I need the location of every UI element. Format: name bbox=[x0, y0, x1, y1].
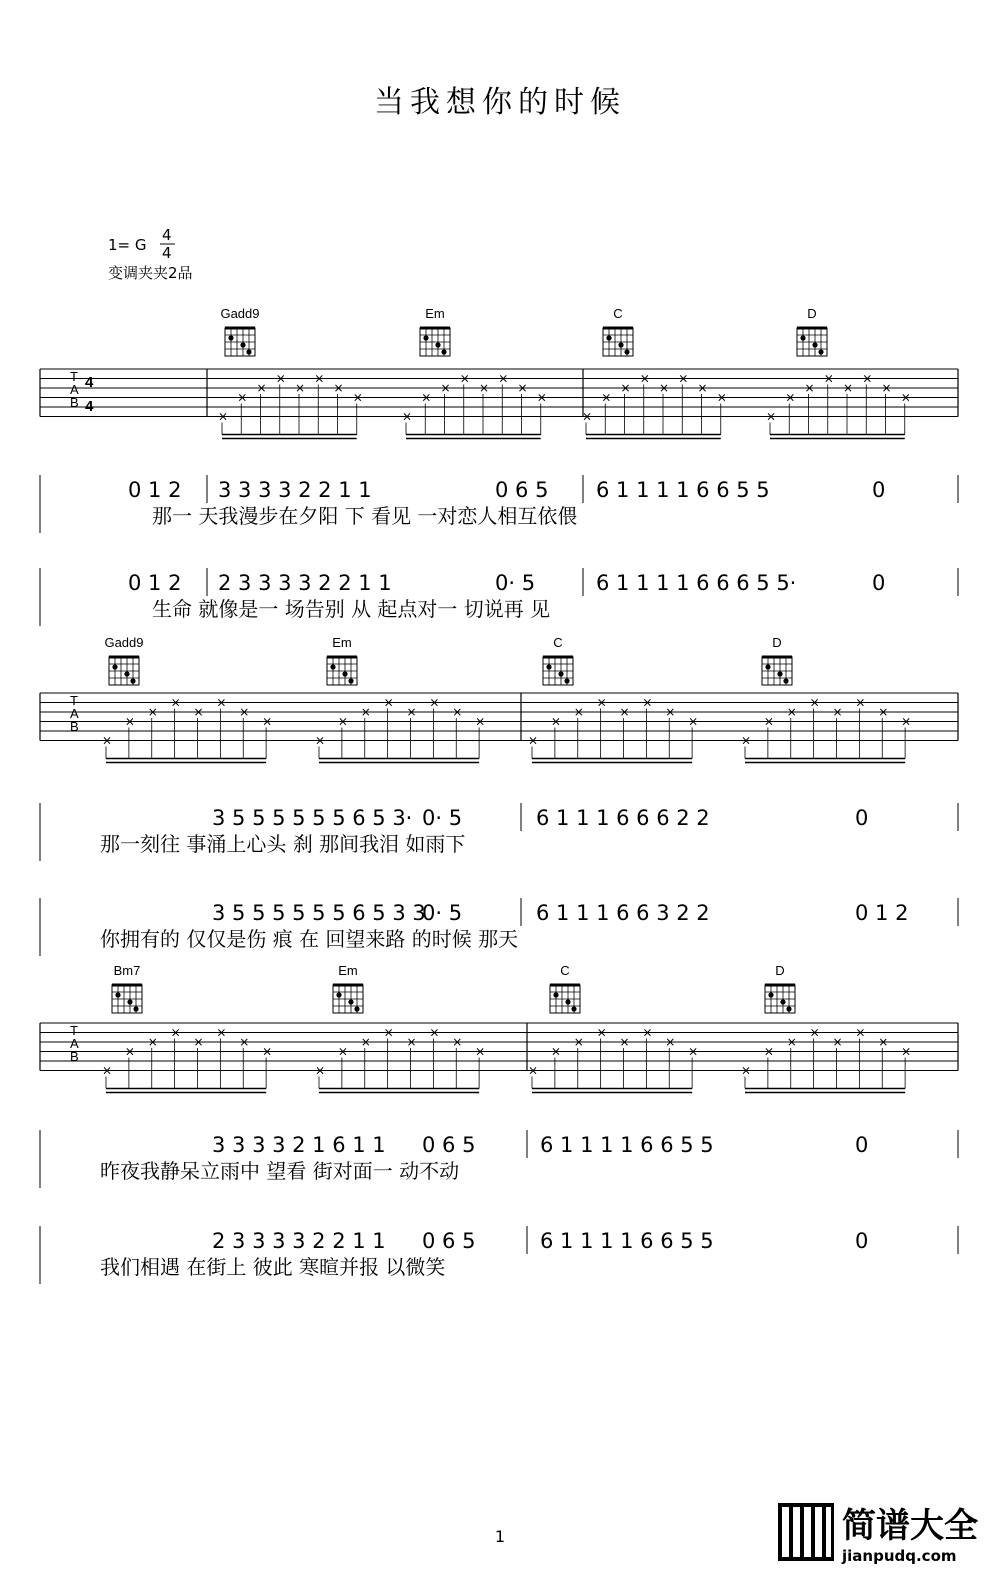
tab-note-mark: × bbox=[315, 1063, 326, 1078]
tab-note-mark: × bbox=[804, 381, 815, 395]
tab-note-mark: × bbox=[440, 381, 451, 395]
jianpu-group: 6 1 1 1 6 6 3 2 2 bbox=[536, 901, 710, 925]
chord-finger-dot bbox=[546, 664, 551, 669]
tab-note-mark: × bbox=[582, 409, 593, 424]
chord-finger-dot bbox=[133, 1006, 138, 1011]
jianpu-group: 0 6 5 bbox=[495, 478, 549, 502]
tab-note-mark: × bbox=[843, 381, 854, 395]
tab-note-mark: × bbox=[601, 390, 612, 405]
jianpu-group: 0· 5 bbox=[495, 571, 536, 595]
tab-note-mark: × bbox=[337, 714, 348, 729]
tab-note-mark: × bbox=[881, 381, 892, 395]
site-logo bbox=[778, 1503, 978, 1565]
chord-name: Gadd9 bbox=[220, 306, 260, 321]
chord-name: D bbox=[772, 635, 782, 650]
tab-note-mark: × bbox=[688, 1044, 699, 1059]
tab-note-mark: × bbox=[741, 733, 752, 748]
jianpu-group: 0 6 5 bbox=[422, 1133, 476, 1157]
tab-note-mark: × bbox=[402, 409, 413, 424]
tab-note-mark: × bbox=[786, 705, 797, 719]
jianpu-group: 6 1 1 1 1 6 6 5 5 bbox=[540, 1133, 714, 1157]
tab-note-mark: × bbox=[352, 390, 363, 405]
tab-note-mark: × bbox=[785, 390, 796, 405]
tab-note-mark: × bbox=[832, 705, 843, 719]
tab-note-mark: × bbox=[406, 705, 417, 719]
tab-note-mark: × bbox=[536, 390, 547, 405]
chord-diagram-em bbox=[327, 635, 357, 685]
tab-clef-letter: T bbox=[70, 1023, 78, 1038]
tab-note-mark: × bbox=[716, 390, 727, 405]
chord-finger-dot bbox=[777, 671, 782, 676]
chord-name: Em bbox=[338, 963, 358, 978]
tab-note-mark: × bbox=[639, 371, 650, 386]
tab-note-mark: × bbox=[383, 1025, 394, 1040]
time-signature-bottom: 4 bbox=[162, 244, 172, 262]
chord-finger-dot bbox=[246, 349, 251, 354]
tab-note-mark: × bbox=[517, 381, 528, 395]
tab-note-mark: × bbox=[170, 695, 181, 710]
jianpu-group: 3 3 3 3 2 1 6 1 1 bbox=[212, 1133, 386, 1157]
jianpu-group: 3 5 5 5 5 5 5 6 5 3 3 bbox=[212, 901, 426, 925]
tab-note-mark: × bbox=[102, 1063, 113, 1078]
lyric-line: 那一 天我漫步在夕阳 下 看见 一对恋人相互依偎 bbox=[152, 504, 578, 528]
chord-finger-dot bbox=[553, 992, 558, 997]
chord-finger-dot bbox=[786, 1006, 791, 1011]
chord-name: Gadd9 bbox=[104, 635, 144, 650]
chord-name: Bm7 bbox=[113, 963, 141, 978]
chord-name: Em bbox=[425, 306, 445, 321]
chord-finger-dot bbox=[565, 999, 570, 1004]
tab-note-mark: × bbox=[360, 1035, 371, 1049]
tab-time-bottom: 4 bbox=[85, 398, 94, 415]
lyric-line: 你拥有的 仅仅是伤 痕 在 回望来路 的时候 那天 bbox=[100, 927, 519, 951]
chord-finger-dot bbox=[115, 992, 120, 997]
tab-note-mark: × bbox=[573, 705, 584, 719]
tab-clef-letter: A bbox=[70, 382, 79, 397]
tab-note-mark: × bbox=[855, 1025, 866, 1040]
tab-note-mark: × bbox=[429, 695, 440, 710]
tab-note-mark: × bbox=[452, 705, 463, 719]
tab-note-mark: × bbox=[809, 1025, 820, 1040]
tab-note-mark: × bbox=[596, 695, 607, 710]
tab-note-mark: × bbox=[459, 371, 470, 386]
tab-note-mark: × bbox=[475, 1044, 486, 1059]
tab-note-mark: × bbox=[262, 1044, 273, 1059]
jianpu-group: 0 bbox=[872, 478, 886, 502]
chord-finger-dot bbox=[571, 1006, 576, 1011]
tab-note-mark: × bbox=[147, 705, 158, 719]
jianpu-group: 3 5 5 5 5 5 5 6 5 3· bbox=[212, 806, 413, 830]
tab-note-mark: × bbox=[823, 371, 834, 386]
tab-note-mark: × bbox=[901, 714, 912, 729]
tab-note-mark: × bbox=[900, 390, 911, 405]
chord-diagram-c bbox=[543, 635, 573, 685]
logo-url: jianpudq.com bbox=[842, 1547, 957, 1565]
tab-note-mark: × bbox=[619, 705, 630, 719]
lyric-line: 那一刻往 事涌上心头 刹 那间我泪 如雨下 bbox=[100, 832, 466, 856]
jianpu-group: 0 bbox=[855, 806, 869, 830]
jianpu-group: 6 1 1 1 1 6 6 6 5 5· bbox=[596, 571, 797, 595]
tab-note-mark: × bbox=[741, 1063, 752, 1078]
tab-note-mark: × bbox=[147, 1035, 158, 1049]
chord-diagram-em bbox=[420, 306, 450, 356]
tab-note-mark: × bbox=[216, 1025, 227, 1040]
tab-note-mark: × bbox=[421, 390, 432, 405]
tab-note-mark: × bbox=[573, 1035, 584, 1049]
tab-note-mark: × bbox=[102, 733, 113, 748]
jianpu-pickup: 0 1 2 bbox=[128, 478, 182, 502]
tab-note-mark: × bbox=[237, 390, 248, 405]
jianpu-group: 0· 5 bbox=[422, 901, 463, 925]
tab-time-top: 4 bbox=[85, 374, 94, 391]
chord-diagram-bm7 bbox=[112, 963, 142, 1013]
chord-finger-dot bbox=[336, 992, 341, 997]
tab-note-mark: × bbox=[239, 1035, 250, 1049]
jianpu-group: 0 bbox=[855, 1133, 869, 1157]
tab-note-mark: × bbox=[665, 1035, 676, 1049]
tab-note-mark: × bbox=[295, 381, 306, 395]
chord-name: C bbox=[553, 635, 563, 650]
tab-note-mark: × bbox=[809, 695, 820, 710]
tab-note-mark: × bbox=[429, 1025, 440, 1040]
jianpu-group: 2 3 3 3 3 2 2 1 1 bbox=[218, 571, 392, 595]
tab-clef-letter: T bbox=[70, 369, 78, 384]
chord-finger-dot bbox=[240, 342, 245, 347]
tab-note-mark: × bbox=[124, 714, 135, 729]
jianpu-group: 0 6 5 bbox=[422, 1229, 476, 1253]
chord-name: Em bbox=[332, 635, 352, 650]
jianpu-group: 6 1 1 1 1 6 6 5 5 bbox=[540, 1229, 714, 1253]
tab-note-mark: × bbox=[642, 1025, 653, 1040]
tab-note-mark: × bbox=[216, 695, 227, 710]
tab-note-mark: × bbox=[383, 695, 394, 710]
chord-finger-dot bbox=[441, 349, 446, 354]
tab-clef-letter: A bbox=[70, 706, 79, 721]
chord-finger-dot bbox=[780, 999, 785, 1004]
tab-clef-letter: B bbox=[70, 395, 79, 410]
chord-finger-dot bbox=[564, 678, 569, 683]
chord-finger-dot bbox=[800, 335, 805, 340]
lyric-line: 我们相遇 在街上 彼此 寒暄并报 以微笑 bbox=[100, 1255, 446, 1279]
tab-note-mark: × bbox=[763, 714, 774, 729]
chord-diagram-c bbox=[603, 306, 633, 356]
song-title: 当我想你的时候 bbox=[374, 85, 626, 120]
chord-diagram-d bbox=[797, 306, 827, 356]
tab-note-mark: × bbox=[620, 381, 631, 395]
tab-note-mark: × bbox=[878, 705, 889, 719]
system-2 bbox=[40, 635, 958, 956]
jianpu-group: 0 bbox=[855, 1229, 869, 1253]
chord-finger-dot bbox=[127, 999, 132, 1004]
jianpu-group: 3 3 3 3 2 2 1 1 bbox=[218, 478, 372, 502]
system-3 bbox=[40, 963, 958, 1284]
tab-clef-letter: A bbox=[70, 1036, 79, 1051]
tab-note-mark: × bbox=[275, 371, 286, 386]
jianpu-group: 2 3 3 3 3 2 2 1 1 bbox=[212, 1229, 386, 1253]
systems-container bbox=[40, 306, 958, 1284]
chord-finger-dot bbox=[618, 342, 623, 347]
tab-note-mark: × bbox=[596, 1025, 607, 1040]
chord-finger-dot bbox=[624, 349, 629, 354]
jianpu-pickup: 0 1 2 bbox=[128, 571, 182, 595]
chord-finger-dot bbox=[330, 664, 335, 669]
tab-note-mark: × bbox=[406, 1035, 417, 1049]
chord-finger-dot bbox=[342, 671, 347, 676]
tab-note-mark: × bbox=[124, 1044, 135, 1059]
tab-note-mark: × bbox=[678, 371, 689, 386]
tab-note-mark: × bbox=[170, 1025, 181, 1040]
chord-finger-dot bbox=[558, 671, 563, 676]
capo-note: 变调夹夹2品 bbox=[108, 264, 193, 282]
chord-finger-dot bbox=[765, 664, 770, 669]
tab-note-mark: × bbox=[528, 733, 539, 748]
chord-diagram-d bbox=[765, 963, 795, 1013]
chord-finger-dot bbox=[423, 335, 428, 340]
tab-note-mark: × bbox=[659, 381, 670, 395]
jianpu-group: 0 1 2 bbox=[855, 901, 909, 925]
tab-note-mark: × bbox=[665, 705, 676, 719]
chord-finger-dot bbox=[812, 342, 817, 347]
tab-note-mark: × bbox=[901, 1044, 912, 1059]
chord-finger-dot bbox=[130, 678, 135, 683]
tab-note-mark: × bbox=[315, 733, 326, 748]
tab-clef-letter: B bbox=[70, 1049, 79, 1064]
tab-note-mark: × bbox=[193, 1035, 204, 1049]
tab-note-mark: × bbox=[193, 705, 204, 719]
jianpu-group: 0 bbox=[872, 571, 886, 595]
chord-finger-dot bbox=[354, 1006, 359, 1011]
chord-finger-dot bbox=[768, 992, 773, 997]
tab-note-mark: × bbox=[550, 1044, 561, 1059]
tab-note-mark: × bbox=[855, 695, 866, 710]
tab-note-mark: × bbox=[360, 705, 371, 719]
chord-name: C bbox=[613, 306, 623, 321]
tab-note-mark: × bbox=[786, 1035, 797, 1049]
time-signature-top: 4 bbox=[162, 226, 172, 244]
piano-keys-icon bbox=[778, 1503, 834, 1561]
tab-note-mark: × bbox=[766, 409, 777, 424]
tab-note-mark: × bbox=[498, 371, 509, 386]
logo-name: 简谱大全 bbox=[842, 1506, 978, 1546]
chord-finger-dot bbox=[348, 678, 353, 683]
jianpu-group: 6 1 1 1 1 6 6 5 5 bbox=[596, 478, 770, 502]
lyric-line: 生命 就像是一 场告别 从 起点对一 切说再 见 bbox=[152, 597, 551, 621]
tab-note-mark: × bbox=[479, 381, 490, 395]
tab-note-mark: × bbox=[550, 714, 561, 729]
lyric-line: 昨夜我静呆立雨中 望看 街对面一 动不动 bbox=[100, 1159, 460, 1183]
chord-diagram-gadd9 bbox=[220, 306, 259, 356]
tab-note-mark: × bbox=[239, 705, 250, 719]
chord-name: C bbox=[560, 963, 570, 978]
tab-note-mark: × bbox=[642, 695, 653, 710]
system-1 bbox=[40, 306, 958, 626]
jianpu-group: 6 1 1 1 6 6 6 2 2 bbox=[536, 806, 710, 830]
chord-finger-dot bbox=[348, 999, 353, 1004]
chord-finger-dot bbox=[818, 349, 823, 354]
chord-finger-dot bbox=[228, 335, 233, 340]
jianpu-group: 0· 5 bbox=[422, 806, 463, 830]
tab-note-mark: × bbox=[256, 381, 267, 395]
tab-note-mark: × bbox=[697, 381, 708, 395]
tab-note-mark: × bbox=[832, 1035, 843, 1049]
tab-note-mark: × bbox=[337, 1044, 348, 1059]
tab-clef-letter: B bbox=[70, 719, 79, 734]
chord-finger-dot bbox=[124, 671, 129, 676]
tab-note-mark: × bbox=[262, 714, 273, 729]
tab-note-mark: × bbox=[878, 1035, 889, 1049]
tab-note-mark: × bbox=[688, 714, 699, 729]
key-signature: 1= G bbox=[108, 236, 147, 254]
page-number: 1 bbox=[494, 1527, 506, 1546]
tab-note-mark: × bbox=[333, 381, 344, 395]
tab-note-mark: × bbox=[763, 1044, 774, 1059]
tab-note-mark: × bbox=[452, 1035, 463, 1049]
chord-diagram-gadd9 bbox=[104, 635, 143, 685]
chord-finger-dot bbox=[112, 664, 117, 669]
chord-name: D bbox=[775, 963, 785, 978]
chord-diagram-em bbox=[333, 963, 363, 1013]
chord-finger-dot bbox=[783, 678, 788, 683]
chord-name: D bbox=[807, 306, 817, 321]
tab-note-mark: × bbox=[862, 371, 873, 386]
tab-note-mark: × bbox=[528, 1063, 539, 1078]
tab-note-mark: × bbox=[314, 371, 325, 386]
chord-finger-dot bbox=[435, 342, 440, 347]
tab-note-mark: × bbox=[475, 714, 486, 729]
tab-clef-letter: T bbox=[70, 693, 78, 708]
chord-diagram-d bbox=[762, 635, 792, 685]
chord-diagram-c bbox=[550, 963, 580, 1013]
chord-finger-dot bbox=[606, 335, 611, 340]
tab-note-mark: × bbox=[619, 1035, 630, 1049]
tab-note-mark: × bbox=[218, 409, 229, 424]
